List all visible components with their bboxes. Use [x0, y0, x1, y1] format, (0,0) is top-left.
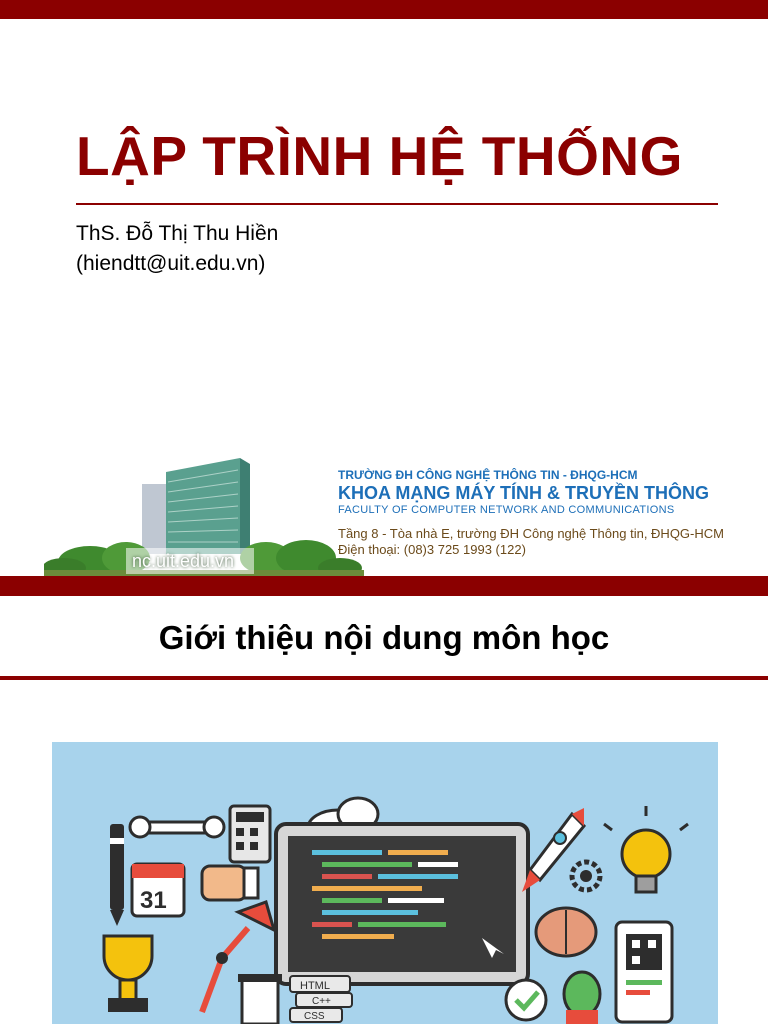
calendar-day: 31: [140, 887, 167, 914]
gear-icon: [572, 862, 600, 890]
author-name: ThS. Đỗ Thị Thu Hiền: [76, 222, 279, 245]
brain-icon: [536, 908, 596, 956]
phone-qr-icon: [616, 922, 672, 1022]
cactus-icon: [564, 972, 600, 1024]
slide-title: LẬP TRÌNH HỆ THỐNG: [76, 125, 683, 187]
wrench-icon: [130, 817, 224, 837]
author-email: (hiendtt@uit.edu.vn): [76, 252, 266, 275]
thumbs-up-icon: [202, 866, 258, 900]
title-divider: [76, 203, 718, 205]
top-accent-bar: [0, 0, 768, 19]
faculty-name-vi: KHOA MẠNG MÁY TÍNH & TRUYỀN THÔNG: [338, 483, 709, 503]
trophy-icon: [104, 936, 152, 1012]
website-label: nc.uit.edu.vn: [132, 551, 235, 571]
programming-illustration: [52, 742, 718, 1024]
code-tags: [290, 976, 352, 1022]
slide-subtitle: Giới thiệu nội dung môn học: [158, 619, 610, 656]
tag-css: CSS: [304, 1011, 325, 1022]
faculty-name-en: FACULTY OF COMPUTER NETWORK AND COMMUNICATIONS: [338, 504, 675, 516]
coffee-cup-icon: [238, 974, 282, 1024]
subtitle-divider: [0, 676, 768, 680]
faculty-phone: Điện thoại: (08)3 725 1993 (122): [338, 542, 526, 557]
university-name: TRƯỜNG ĐH CÔNG NGHỆ THÔNG TIN - ĐHQG-HCM: [338, 468, 638, 482]
tag-html: HTML: [300, 980, 330, 992]
faculty-banner: [44, 458, 744, 576]
tag-cpp: C++: [312, 996, 331, 1007]
check-badge-icon: [506, 980, 546, 1020]
pen-icon: [110, 824, 124, 926]
calendar-icon: [132, 864, 184, 916]
slide-separator-bar: [0, 576, 768, 596]
rocket-icon: [522, 808, 584, 892]
light-bulb-icon: [604, 806, 688, 892]
faculty-address: Tầng 8 - Tòa nhà E, trường ĐH Công nghệ Thông tin, ĐHQG-HCM: [338, 526, 724, 541]
calculator-icon: [230, 806, 270, 862]
monitor-icon: [276, 824, 528, 984]
